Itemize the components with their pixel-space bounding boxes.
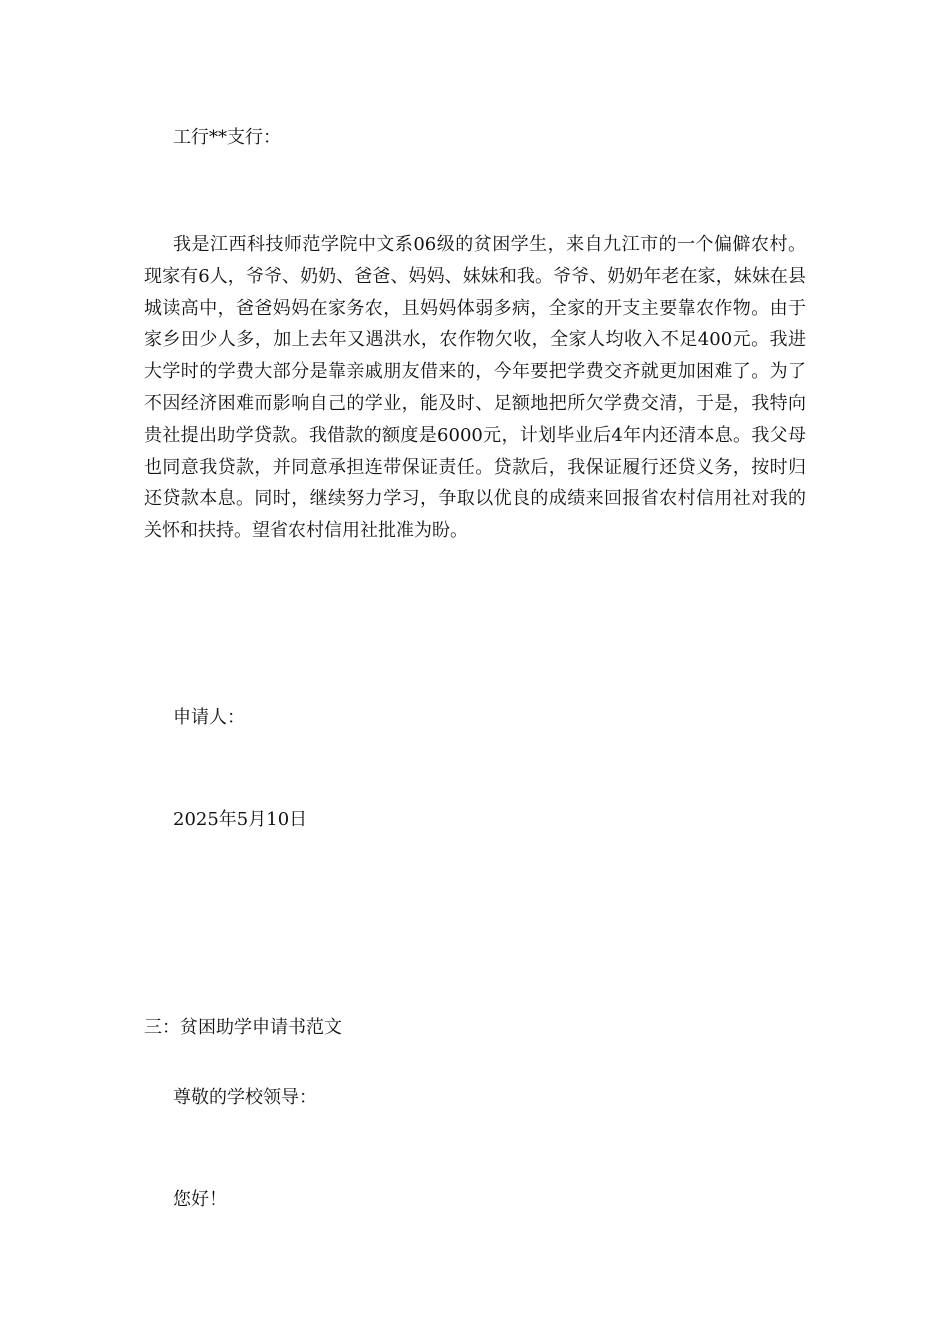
section-greeting: 您好！ [173, 1189, 227, 1210]
section-heading: 三：贫困助学申请书范文 [144, 1017, 342, 1038]
letter-date: 2025年5月10日 [173, 809, 308, 830]
letter-body-paragraph: 我是江西科技师范学院中文系06级的贫困学生，来自九江市的一个偏僻农村。现家有6人，爷爷、奶奶、爸爸、妈妈、妹妹和我。爷爷、奶奶年老在家，妹妹在县城读高中，爸爸妈妈在家务农，且妈妈体弱多病，全家的开支主要靠农作物。由于家乡田少人多，加上去年又遇洪水，农作物欠收，全家人均收入不足400元。我进大学时的学费大部分是靠亲戚朋友借来的，今年要把学费交齐就更加困难了。为了不因经济困难而影响自己的学业，能及时、足额地把所欠学费交清，于是，我特向贵社提出助学贷款。我借款的额度是6000元，计划毕业后4年内还清本息。我父母也同意我贷款，并同意承担连带保证责任。贷款后，我保证履行还贷义务，按时归还贷款本息。同时，继续努力学习，争取以优良的成绩来回报省农村信用社对我的关怀和扶持。望省农村信用社批准为盼。 [144, 234, 806, 542]
section-recipient: 尊敬的学校领导： [173, 1087, 317, 1108]
letter-salutation: 工行**支行： [173, 127, 281, 148]
applicant-label: 申请人： [173, 707, 245, 728]
